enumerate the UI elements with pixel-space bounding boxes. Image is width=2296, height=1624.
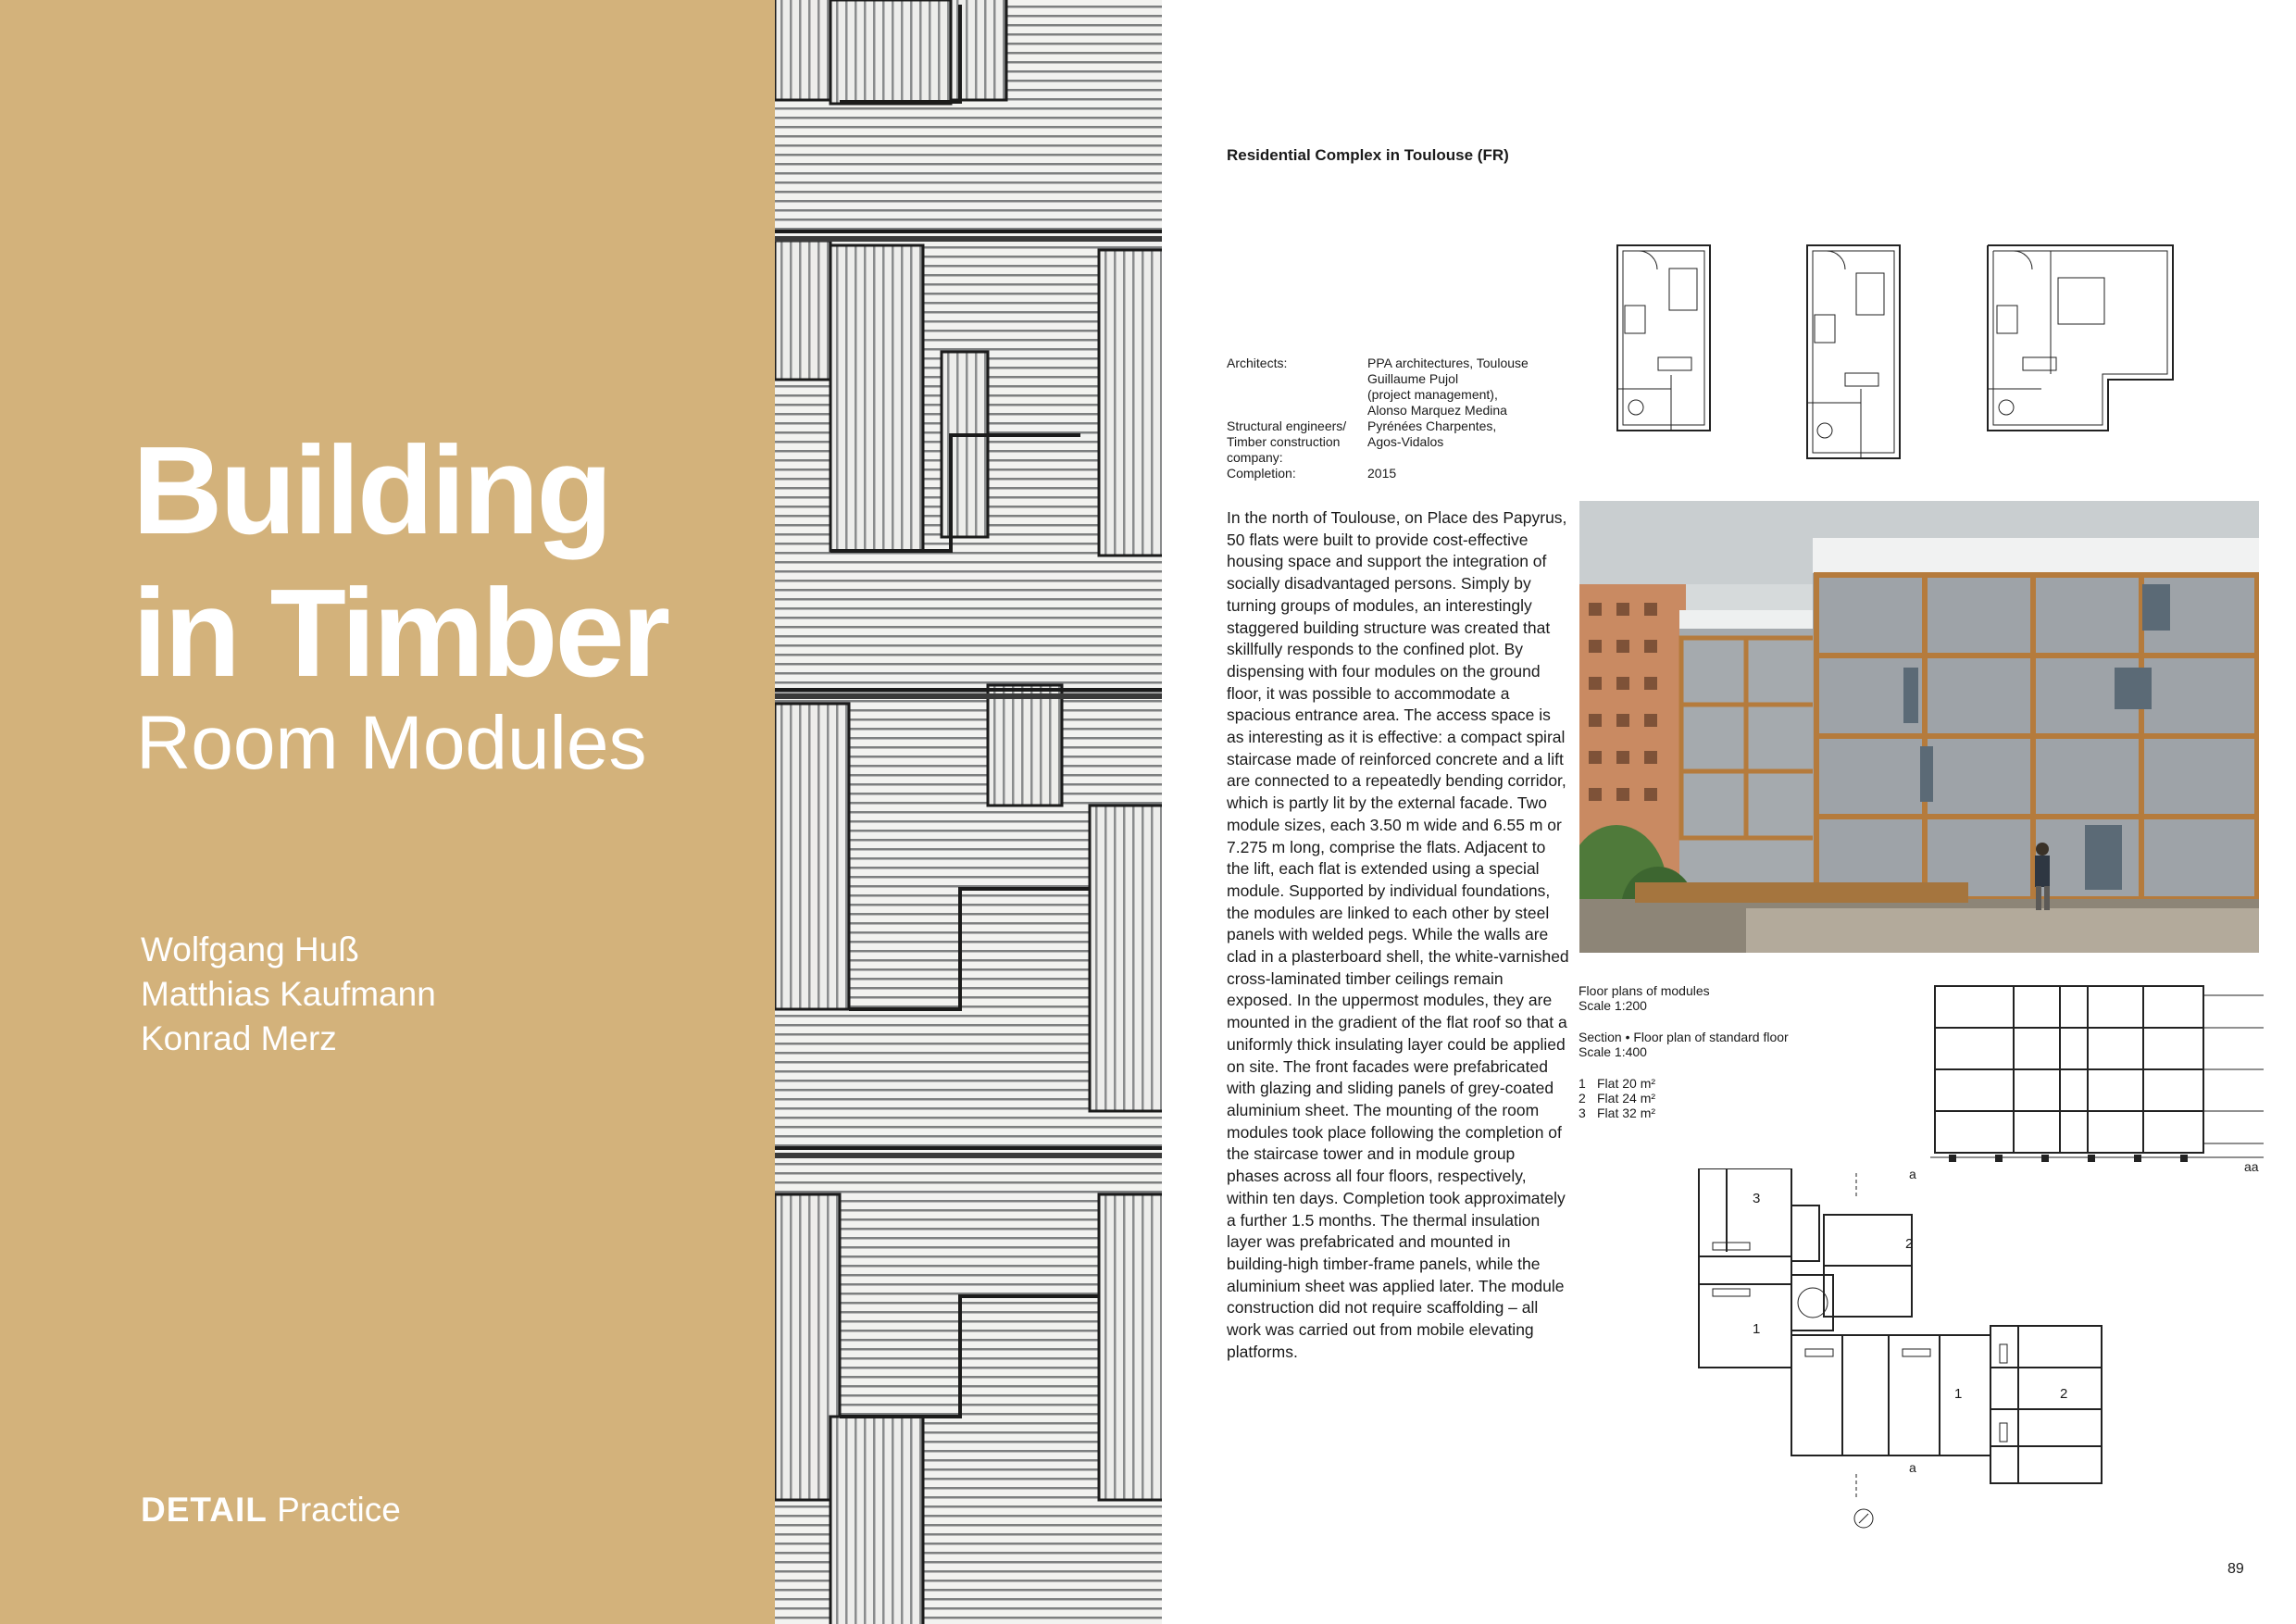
publisher-logo <box>141 1493 401 1527</box>
series-name: Practice <box>277 1491 401 1529</box>
legend-item: 2 Flat 24 m² <box>1578 1091 1656 1106</box>
legend-item: 3 Flat 32 m² <box>1578 1106 1656 1120</box>
article-body <box>1227 507 1571 1363</box>
plan-flat-label: 1 <box>1954 1386 1963 1402</box>
plan-flat-label: 1 <box>1753 1321 1761 1337</box>
credit-row <box>1227 356 1553 418</box>
plan-flat-label: 3 <box>1753 1191 1761 1206</box>
standard-floor-plan-drawing <box>1694 1168 2139 1539</box>
author-name: Konrad Merz <box>141 1019 337 1057</box>
plan-flat-label: 2 <box>1905 1236 1914 1252</box>
building-section-drawing <box>1930 977 2264 1167</box>
caption-scale: Scale 1:200 <box>1578 998 1647 1013</box>
facade-photo-strip <box>775 0 1162 1624</box>
figure-captions <box>1578 983 1789 1120</box>
body-paragraph: In the north of Toulouse, on Place des Papyrus, 50 flats were built to provide cost-effective housing space and support the integration of socially disadvantaged persons. Simply by turning groups of modules, an interestingly staggered building structure was created that skillfully responds to the confined plot. By dispensing with four modules on the ground floor, it was possible to accommodate a spacious entrance area. The access space is as interesting as it is effective: a compact spiral staircase made of reinforced concrete and a lift are connected to a repeatedly bending corridor, which is partly lit by the external facade. Two module sizes, each 3.50 m wide and 6.55 m or 7.275 m long, comprise the flats. Adjacent to the lift, each flat is extended using a special module. Supported by individual foundations, the modules are linked to each other by steel panels with welded pegs. While the walls are clad in a plasterboard shell, the white-varnished cross-laminated timber ceilings remain exposed. In the uppermost modules, they are mounted in the gradient of the flat roof so that a uniformly thick insulating layer could be applied on site. The front facades were prefabricated with glazing and sliding panels of grey-coated aluminium sheet. The mounting of the room modules took place following the completion of the staircase tower and in module group phases across all four floors, respectively, within ten days. Completion took approximately a further 1.5 months. The thermal insulation layer was prefabricated and mounted in building-high timber-frame panels, while the aluminium sheet was applied later. The module construction did not require scaffolding – all work was carried out from mobile elevating platforms. <box>1227 508 1569 1361</box>
caption-scale: Scale 1:400 <box>1578 1044 1647 1059</box>
flat-legend <box>1578 1076 1789 1120</box>
author-name: Matthias Kaufmann <box>141 975 436 1013</box>
building-photograph <box>1579 501 2259 953</box>
project-credits <box>1227 356 1553 481</box>
legend-item: 1 Flat 20 m² <box>1578 1076 1656 1091</box>
article-heading: Residential Complex in Toulouse (FR) <box>1227 146 1509 164</box>
credit-label: Completion: <box>1227 466 1296 481</box>
plan-flat-label: 2 <box>2060 1386 2068 1402</box>
credit-value: PPA architectures, Toulouse Guillaume Pujol (project management), Alonso Marquez Medina <box>1367 356 1529 418</box>
caption-floor-plans: Floor plans of modules <box>1578 983 1710 998</box>
cover-subtitle: Room Modules <box>136 701 647 785</box>
section-label: aa <box>2244 1159 2259 1174</box>
author-list <box>141 928 436 1061</box>
book-cover <box>0 0 775 1624</box>
module-floor-plans-drawing <box>1616 241 2213 463</box>
credit-label: Architects: <box>1227 356 1288 370</box>
credit-value: 2015 <box>1367 466 1397 481</box>
publisher-name: DETAIL <box>141 1491 268 1529</box>
page-number: 89 <box>2227 1561 2244 1577</box>
section-cut-label: a <box>1909 1460 1916 1475</box>
author-name: Wolfgang Huß <box>141 931 359 968</box>
caption-section: Section • Floor plan of standard floor <box>1578 1030 1789 1044</box>
credit-value: Pyrénées Charpentes, Agos-Vidalos <box>1367 418 1497 449</box>
credit-row <box>1227 466 1553 481</box>
credit-row <box>1227 418 1553 466</box>
credit-label: Structural engineers/ Timber construction company: <box>1227 418 1347 465</box>
cover-title-line-1: Building <box>132 420 610 560</box>
section-cut-label: a <box>1909 1167 1916 1181</box>
cover-title-line-2: in Timber <box>132 563 668 703</box>
